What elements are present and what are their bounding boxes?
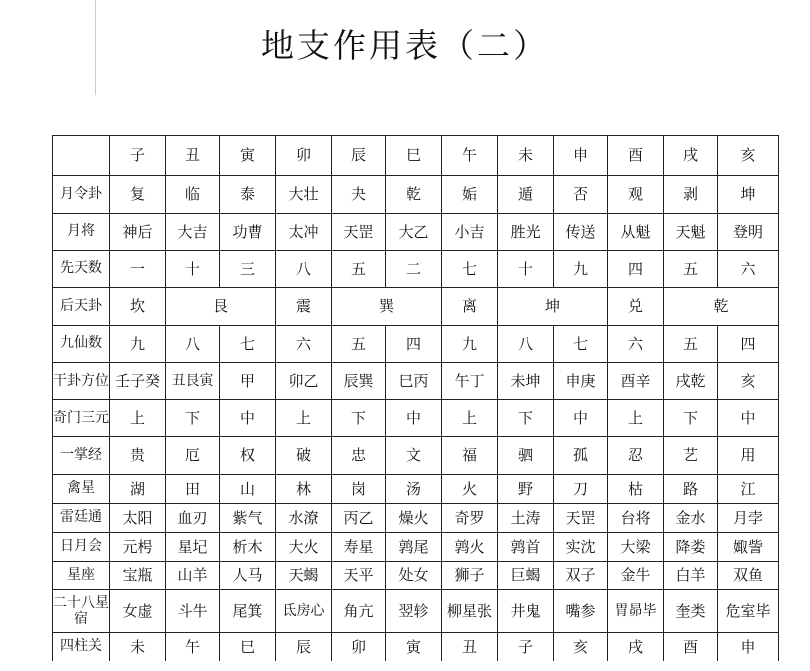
table-cell: 血刃 (166, 504, 220, 533)
table-cell: 一 (110, 251, 166, 288)
table-cell: 三 (220, 251, 276, 288)
table-cell: 女虚 (110, 590, 166, 633)
table-cell: 丑 (442, 633, 498, 661)
table-cell: 复 (110, 176, 166, 214)
table-cell: 文 (386, 437, 442, 475)
table-cell: 下 (498, 400, 554, 437)
table-cell: 井鬼 (498, 590, 554, 633)
table-cell: 离 (442, 288, 498, 326)
table-cell: 路 (664, 475, 718, 504)
table-cell: 湖 (110, 475, 166, 504)
table-cell: 八 (276, 251, 332, 288)
table-cell: 双鱼 (718, 562, 779, 590)
table-cell: 中 (718, 400, 779, 437)
table-cell: 太冲 (276, 214, 332, 251)
table-cell: 甲 (220, 363, 276, 400)
branch-function-table (52, 135, 779, 661)
table-row (53, 176, 779, 214)
table-cell: 奎类 (664, 590, 718, 633)
table-cell: 九 (110, 326, 166, 363)
table-cell: 鹑首 (498, 533, 554, 562)
table-cell: 巳丙 (386, 363, 442, 400)
table-cell: 处女 (386, 562, 442, 590)
table-cell: 酉 (664, 633, 718, 661)
table-row (53, 590, 779, 633)
table-cell: 未 (110, 633, 166, 661)
table-cell: 五 (332, 251, 386, 288)
table-cell: 巽 (332, 288, 442, 326)
table-cell: 火 (442, 475, 498, 504)
table-cell: 人马 (220, 562, 276, 590)
table-cell: 六 (608, 326, 664, 363)
branch-header: 卯 (276, 136, 332, 176)
table-cell: 林 (276, 475, 332, 504)
table-row (53, 251, 779, 288)
table-cell: 宝瓶 (110, 562, 166, 590)
table-cell: 大壮 (276, 176, 332, 214)
table-cell: 鹑尾 (386, 533, 442, 562)
table-cell: 中 (220, 400, 276, 437)
table-cell: 七 (442, 251, 498, 288)
table-cell: 水潦 (276, 504, 332, 533)
table-cell: 酉辛 (608, 363, 664, 400)
table-cell: 四 (386, 326, 442, 363)
table-cell: 午 (166, 633, 220, 661)
row-label: 二十八星宿 (53, 590, 110, 633)
table-cell: 亥 (718, 363, 779, 400)
table-cell: 天罡 (554, 504, 608, 533)
table-cell: 娵訾 (718, 533, 779, 562)
table-cell: 六 (276, 326, 332, 363)
row-label: 先天数 (53, 251, 110, 288)
branch-header: 子 (110, 136, 166, 176)
table-cell: 坤 (718, 176, 779, 214)
table-cell: 亥 (554, 633, 608, 661)
table-cell: 翌轸 (386, 590, 442, 633)
table-cell: 奇罗 (442, 504, 498, 533)
table-cell: 观 (608, 176, 664, 214)
table-cell: 金牛 (608, 562, 664, 590)
table-cell: 登明 (718, 214, 779, 251)
table-cell: 辰 (276, 633, 332, 661)
table-cell: 卯乙 (276, 363, 332, 400)
table-cell: 氐房心 (276, 590, 332, 633)
table-cell: 星圮 (166, 533, 220, 562)
page-title: 地支作用表（二） (261, 26, 549, 65)
table-cell: 夬 (332, 176, 386, 214)
table-cell: 燥火 (386, 504, 442, 533)
table-cell: 福 (442, 437, 498, 475)
table-cell: 震 (276, 288, 332, 326)
table-cell: 申 (718, 633, 779, 661)
table-cell: 十 (166, 251, 220, 288)
table-cell: 胃昴毕 (608, 590, 664, 633)
table-cell: 剥 (664, 176, 718, 214)
table-cell: 壬子癸 (110, 363, 166, 400)
row-label: 干卦方位 (53, 363, 110, 400)
table-cell: 大乙 (386, 214, 442, 251)
table-cell: 台将 (608, 504, 664, 533)
table-cell: 否 (554, 176, 608, 214)
table-row (53, 504, 779, 533)
table-cell: 下 (332, 400, 386, 437)
table-row (53, 562, 779, 590)
table-cell: 元枵 (110, 533, 166, 562)
table-cell: 用 (718, 437, 779, 475)
branch-header: 未 (498, 136, 554, 176)
row-label: 月将 (53, 214, 110, 251)
table-cell: 权 (220, 437, 276, 475)
table-cell: 太阳 (110, 504, 166, 533)
table-cell: 野 (498, 475, 554, 504)
table-cell: 土涛 (498, 504, 554, 533)
table-cell: 紫气 (220, 504, 276, 533)
table-cell: 未坤 (498, 363, 554, 400)
table-cell: 传送 (554, 214, 608, 251)
table-cell: 小吉 (442, 214, 498, 251)
table-cell: 大吉 (166, 214, 220, 251)
table-cell: 大梁 (608, 533, 664, 562)
table-cell: 双子 (554, 562, 608, 590)
table-cell: 午丁 (442, 363, 498, 400)
table-cell: 天罡 (332, 214, 386, 251)
table-cell: 汤 (386, 475, 442, 504)
branch-header: 寅 (220, 136, 276, 176)
table-cell: 金水 (664, 504, 718, 533)
table-cell: 危室毕 (718, 590, 779, 633)
table-cell: 泰 (220, 176, 276, 214)
table-cell: 角亢 (332, 590, 386, 633)
table-cell: 枯 (608, 475, 664, 504)
row-label: 雷廷通 (53, 504, 110, 533)
row-label: 奇门三元 (53, 400, 110, 437)
table-cell: 天平 (332, 562, 386, 590)
corner-cell (53, 136, 110, 176)
table-cell: 寅 (386, 633, 442, 661)
table-cell: 刀 (554, 475, 608, 504)
table-cell: 寿星 (332, 533, 386, 562)
table-cell: 子 (498, 633, 554, 661)
table-cell: 兑 (608, 288, 664, 326)
table-cell: 辰巽 (332, 363, 386, 400)
table-cell: 厄 (166, 437, 220, 475)
table-row (53, 363, 779, 400)
table-cell: 鹑火 (442, 533, 498, 562)
table-row (53, 533, 779, 562)
table-row (53, 633, 779, 661)
table-cell: 下 (166, 400, 220, 437)
table-cell: 丙乙 (332, 504, 386, 533)
table-row (53, 475, 779, 504)
table-cell: 上 (110, 400, 166, 437)
table-cell: 巳 (220, 633, 276, 661)
table-cell: 山 (220, 475, 276, 504)
table-cell: 驷 (498, 437, 554, 475)
table-cell: 斗牛 (166, 590, 220, 633)
table-cell: 山羊 (166, 562, 220, 590)
table-cell: 实沈 (554, 533, 608, 562)
branch-header: 巳 (386, 136, 442, 176)
table-cell: 戌 (608, 633, 664, 661)
table-cell: 孤 (554, 437, 608, 475)
table-cell: 上 (608, 400, 664, 437)
table-cell: 从魁 (608, 214, 664, 251)
table-cell: 五 (664, 326, 718, 363)
table-cell: 大火 (276, 533, 332, 562)
table-cell: 忠 (332, 437, 386, 475)
table-cell: 贵 (110, 437, 166, 475)
table-cell: 四 (718, 326, 779, 363)
row-label: 九仙数 (53, 326, 110, 363)
branch-header: 戌 (664, 136, 718, 176)
table-cell: 尾箕 (220, 590, 276, 633)
table-cell: 坤 (498, 288, 608, 326)
table-cell: 姤 (442, 176, 498, 214)
table-cell: 四 (608, 251, 664, 288)
table-cell: 月孛 (718, 504, 779, 533)
table-row (53, 437, 779, 475)
branch-header: 申 (554, 136, 608, 176)
table-row (53, 326, 779, 363)
row-label: 月令卦 (53, 176, 110, 214)
table-cell: 遁 (498, 176, 554, 214)
branch-header: 酉 (608, 136, 664, 176)
table-cell: 临 (166, 176, 220, 214)
table-cell: 中 (554, 400, 608, 437)
table-cell: 上 (442, 400, 498, 437)
table-cell: 七 (554, 326, 608, 363)
table-cell: 九 (442, 326, 498, 363)
branch-header: 辰 (332, 136, 386, 176)
table-cell: 卯 (332, 633, 386, 661)
header-row (53, 136, 779, 176)
row-label: 星座 (53, 562, 110, 590)
table-cell: 坎 (110, 288, 166, 326)
table-cell: 五 (332, 326, 386, 363)
table-cell: 艮 (166, 288, 276, 326)
table-cell: 中 (386, 400, 442, 437)
table-cell: 下 (664, 400, 718, 437)
table-cell: 江 (718, 475, 779, 504)
row-label: 四柱关 (53, 633, 110, 661)
table-cell: 柳星张 (442, 590, 498, 633)
table-cell: 破 (276, 437, 332, 475)
table-cell: 天魁 (664, 214, 718, 251)
table-cell: 二 (386, 251, 442, 288)
table-cell: 丑艮寅 (166, 363, 220, 400)
table-cell: 降娄 (664, 533, 718, 562)
table-row (53, 288, 779, 326)
row-label: 一掌经 (53, 437, 110, 475)
table-cell: 十 (498, 251, 554, 288)
branch-header: 亥 (718, 136, 779, 176)
table-cell: 六 (718, 251, 779, 288)
table-cell: 岗 (332, 475, 386, 504)
table-cell: 八 (166, 326, 220, 363)
table-cell: 巨蝎 (498, 562, 554, 590)
table-cell: 七 (220, 326, 276, 363)
table-cell: 八 (498, 326, 554, 363)
table-row (53, 214, 779, 251)
table-cell: 天蝎 (276, 562, 332, 590)
table-cell: 戌乾 (664, 363, 718, 400)
branch-header: 午 (442, 136, 498, 176)
table-cell: 嘴参 (554, 590, 608, 633)
table-cell: 乾 (386, 176, 442, 214)
table-cell: 神后 (110, 214, 166, 251)
table-cell: 白羊 (664, 562, 718, 590)
table-cell: 艺 (664, 437, 718, 475)
table-cell: 上 (276, 400, 332, 437)
table-cell: 九 (554, 251, 608, 288)
table-cell: 胜光 (498, 214, 554, 251)
row-label: 禽星 (53, 475, 110, 504)
table-cell: 乾 (664, 288, 779, 326)
table-cell: 田 (166, 475, 220, 504)
branch-header: 丑 (166, 136, 220, 176)
row-label: 日月会 (53, 533, 110, 562)
table-cell: 忍 (608, 437, 664, 475)
table-row (53, 400, 779, 437)
table-cell: 申庚 (554, 363, 608, 400)
table-cell: 析木 (220, 533, 276, 562)
table-cell: 五 (664, 251, 718, 288)
row-label: 后天卦 (53, 288, 110, 326)
table-cell: 功曹 (220, 214, 276, 251)
table-cell: 狮子 (442, 562, 498, 590)
